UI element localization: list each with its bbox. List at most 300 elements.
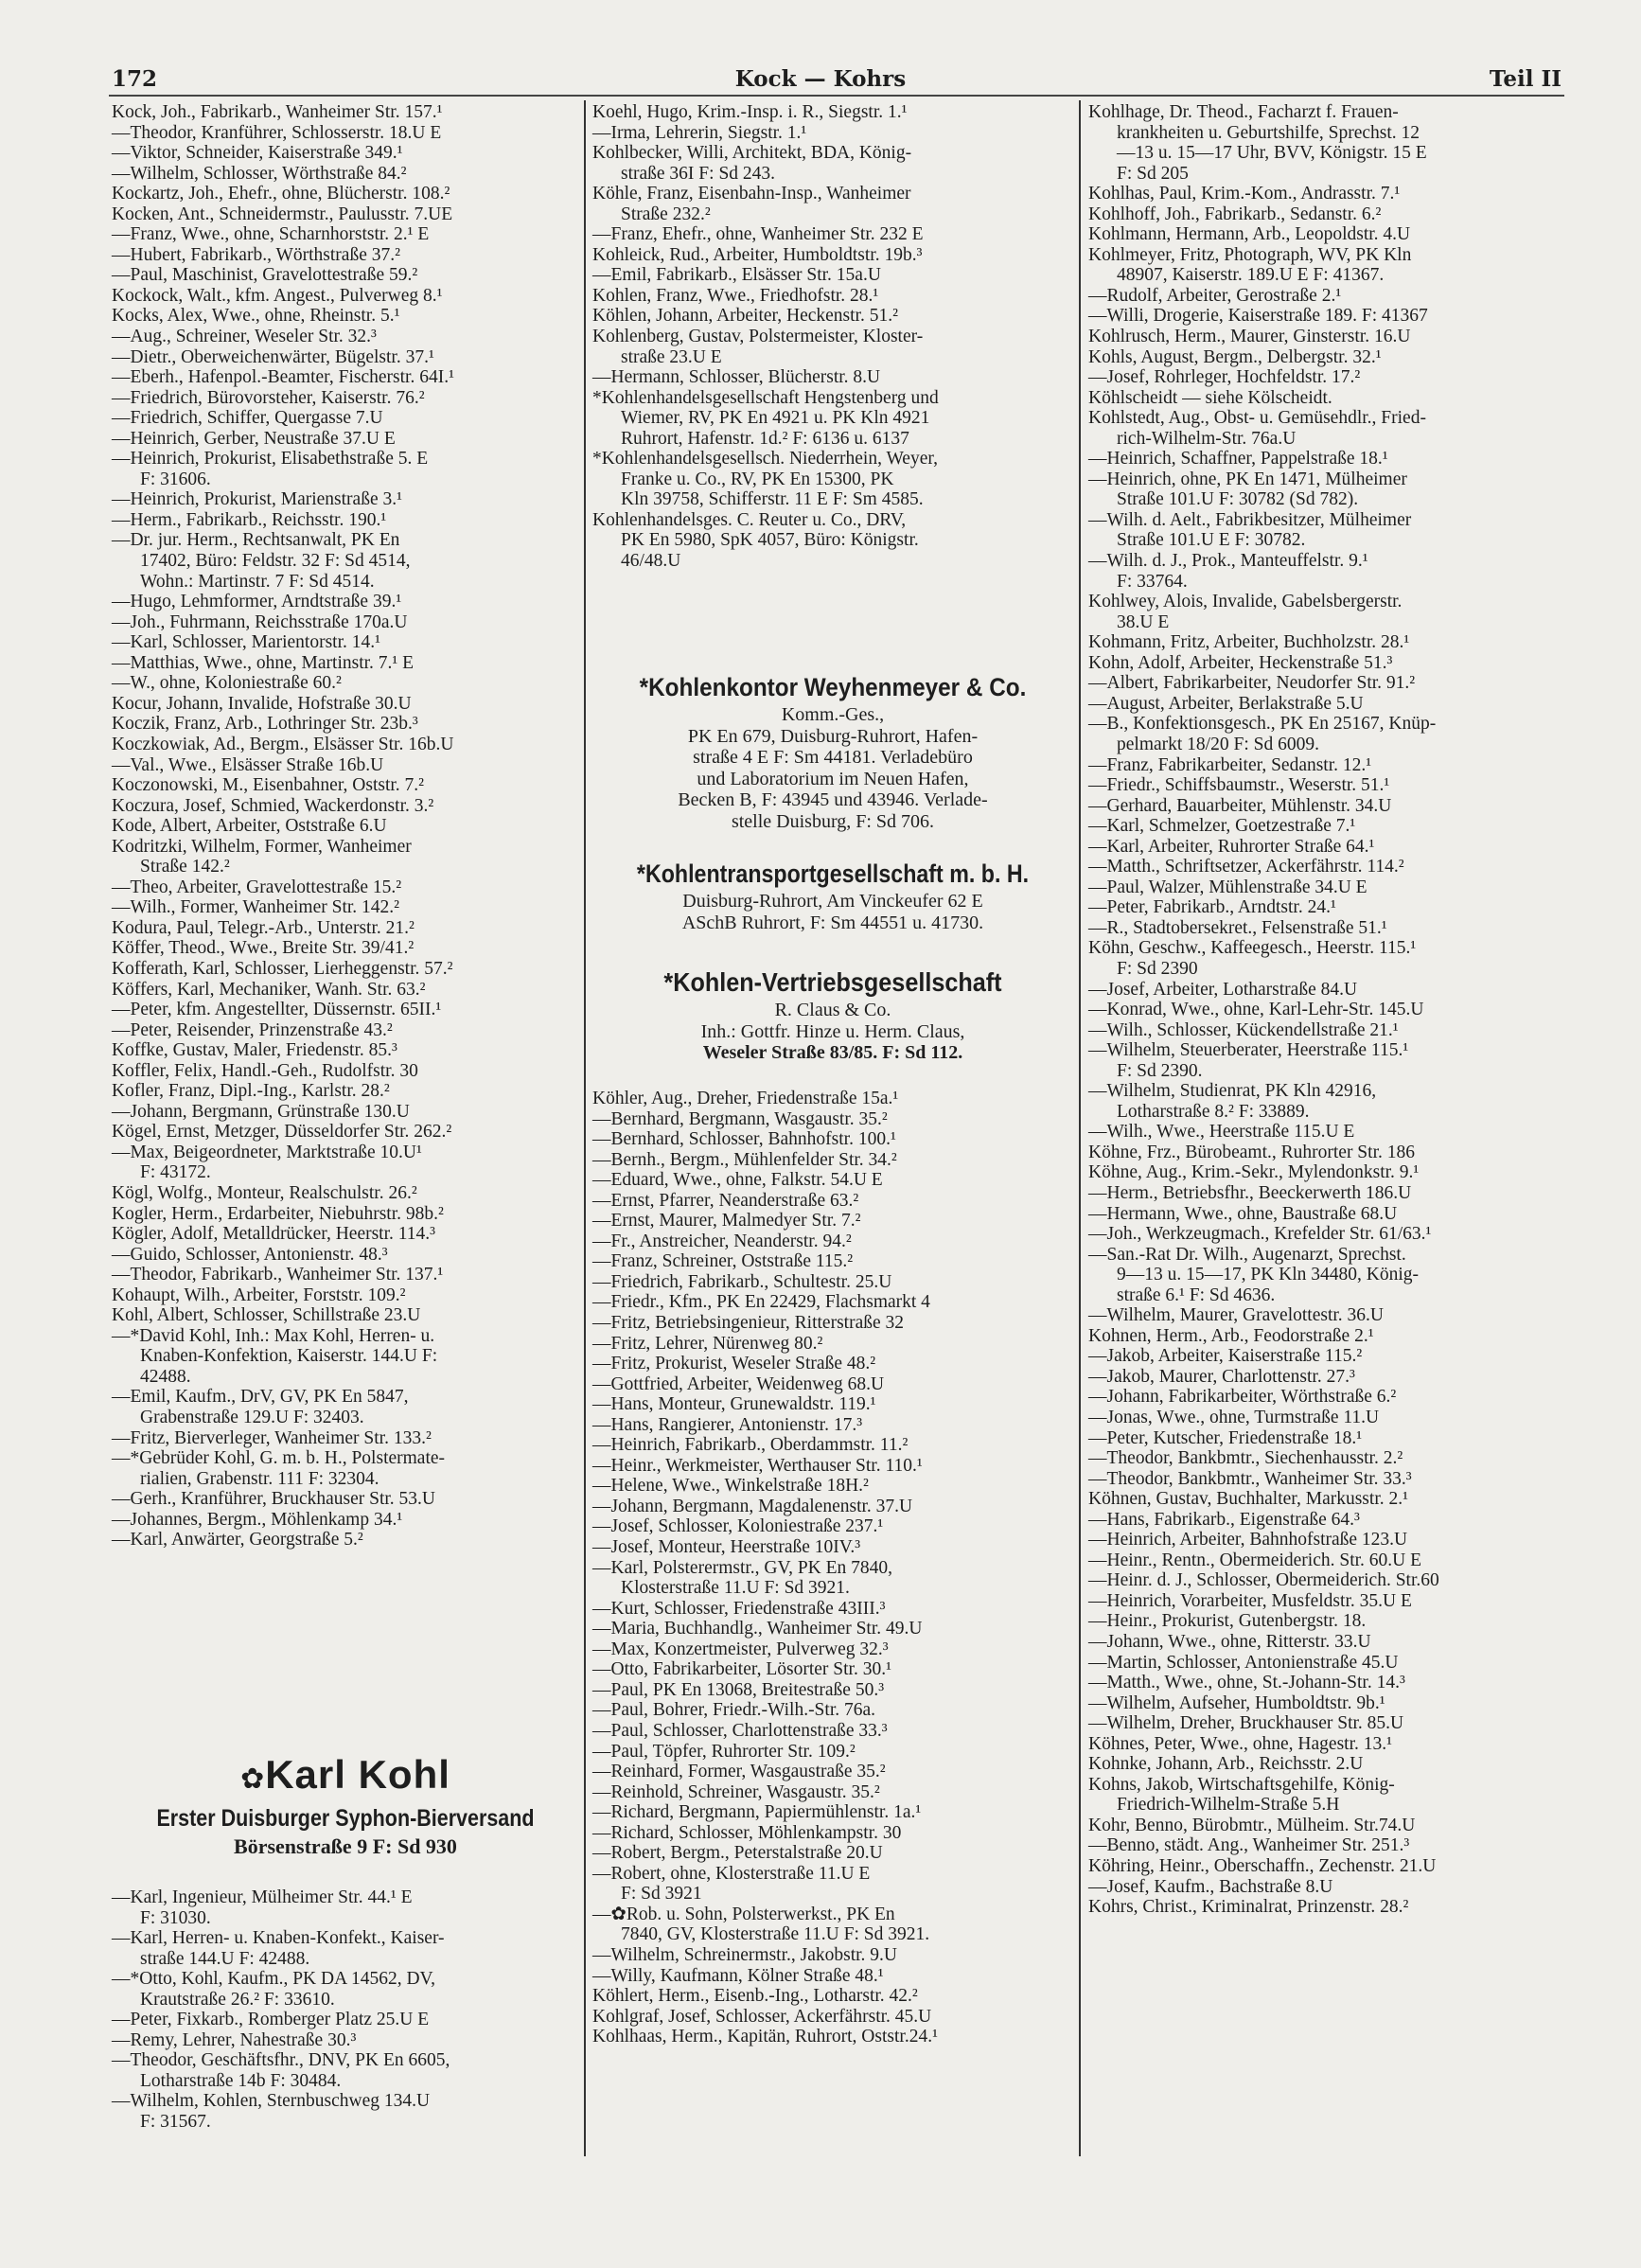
entry-line: —Bernhard, Schlosser, Bahnhofstr. 100.¹: [592, 1129, 896, 1150]
directory-entry: [112, 347, 454, 368]
entry-continuation-line: Lotharstraße 14b F: 30484.: [140, 2070, 342, 2091]
entry-continuation-line: 17402, Büro: Feldstr. 32 F: Sd 4514,: [140, 551, 411, 572]
entry-line: —August, Arbeiter, Berlakstraße 5.U: [1088, 693, 1364, 714]
entry-line: —Wilhelm, Schlosser, Wörthstraße 84.²: [112, 163, 407, 184]
entry-continuation-line: F: Sd 2390.: [1117, 1060, 1203, 1081]
entry-continuation-line: Kln 39758, Schifferstr. 11 E F: Sm 4585.: [621, 489, 924, 510]
entry-line: Kofferath, Karl, Schlosser, Lierheggenstr. 57.²: [112, 958, 453, 979]
entry-line: Kode, Albert, Arbeiter, Oststraße 6.U: [112, 816, 387, 837]
ad-line: PK En 679, Duisburg-Ruhrort, Hafen-: [687, 725, 979, 747]
directory-entry: [1088, 1162, 1439, 1183]
entry-line: —Reinhold, Schreiner, Wasgaustr. 35.²: [592, 1781, 880, 1802]
directory-entry: [112, 632, 454, 653]
directory-entry: [1088, 1245, 1439, 1306]
entry-line: —Johann, Wwe., ohne, Ritterstr. 33.U: [1088, 1632, 1371, 1653]
entry-line: —Wilh., Schlosser, Kückendellstraße 21.¹: [1088, 1019, 1399, 1040]
ad-line: ASchB Ruhrort, F: Sm 44551 u. 41730.: [681, 912, 984, 933]
directory-entry: [1088, 1367, 1439, 1388]
directory-entry: [112, 429, 454, 450]
entry-line: —Guido, Schlosser, Antonienstr. 48.³: [112, 1244, 388, 1265]
directory-entry: [1088, 1469, 1439, 1490]
entry-line: —Gerh., Kranführer, Bruckhauser Str. 53.U: [112, 1489, 436, 1510]
ad-line: Becken B, F: 43945 und 43946. Verlade-: [678, 789, 988, 810]
directory-entry: [1088, 632, 1439, 653]
directory-entry: [112, 897, 454, 918]
entry-line: Kohlhaas, Herm., Kapitän, Ruhrort, Oststr.24.¹: [592, 2027, 938, 2047]
directory-entry: [592, 1374, 938, 1395]
directory-entry: [1088, 510, 1439, 551]
directory-entry: [1088, 1305, 1439, 1326]
entry-line: —Dr. jur. Herm., Rechtsanwalt, PK En: [112, 530, 400, 551]
entry-line: —Johann, Bergmann, Magdalenenstr. 37.U: [592, 1496, 913, 1516]
directory-entry: [592, 1619, 938, 1639]
entry-line: —Val., Wwe., Elsässer Straße 16b.U: [112, 754, 384, 775]
entry-line: —Wilh., Wwe., Heerstraße 115.U E: [1088, 1122, 1355, 1143]
entry-line: —Heinrich, ohne, PK En 1471, Mülheimer: [1088, 469, 1407, 489]
directory-entry: [592, 224, 939, 245]
entry-line: Kohrs, Christ., Kriminalrat, Prinzenstr. 28.²: [1088, 1897, 1409, 1918]
directory-entry: [1088, 1530, 1439, 1550]
entry-line: Köhn, Geschw., Kaffeegesch., Heerstr. 115.¹: [1088, 938, 1417, 959]
entry-line: Köhnes, Peter, Wwe., ohne, Hagestr. 13.¹: [1088, 1733, 1392, 1754]
entry-line: —Matth., Schriftsetzer, Ackerfährstr. 114.²: [1088, 857, 1404, 877]
entry-line: Koczik, Franz, Arb., Lothringer Str. 23b.³: [112, 714, 418, 735]
column-1-entries-a: [112, 102, 454, 1550]
entry-line: —Herm., Fabrikarb., Reichsstr. 190.¹: [112, 509, 387, 530]
entry-continuation-line: Straße 232.²: [621, 204, 711, 224]
entry-line: —Otto, Fabrikarbeiter, Lösorter Str. 30.¹: [592, 1659, 891, 1680]
directory-entry: [112, 164, 454, 185]
entry-line: Koczura, Josef, Schmied, Wackerdonstr. 3.²: [112, 795, 434, 816]
entry-line: —Wilh., Former, Wanheimer Str. 142.²: [112, 897, 400, 918]
entry-line: —San.-Rat Dr. Wilh., Augenarzt, Sprechst.: [1088, 1244, 1406, 1265]
entry-line: —Bernh., Bergm., Mühlenfelder Str. 34.²: [592, 1149, 897, 1170]
ad-line: Weseler Straße 83/85. F: Sd 112.: [702, 1042, 963, 1063]
entry-line: —Heinr., Rentn., Obermeiderich. Str. 60.U E: [1088, 1550, 1422, 1570]
entry-line: Kohlhage, Dr. Theod., Facharzt f. Frauen-: [1088, 102, 1399, 122]
directory-entry: [112, 1887, 450, 1928]
entry-line: —Fritz, Prokurist, Weseler Straße 48.²: [592, 1354, 876, 1374]
entry-continuation-line: krankheiten u. Geburtshilfe, Sprechst. 12: [1117, 122, 1420, 143]
entry-continuation-line: 7840, GV, Klosterstraße 11.U F: Sd 3921.: [621, 1924, 930, 1945]
directory-entry: [1088, 1346, 1439, 1367]
entry-continuation-line: F: 31030.: [140, 1907, 211, 1928]
entry-line: Kocken, Ant., Schneidermstr., Paulusstr. 7.UE: [112, 204, 453, 224]
entry-line: —Karl, Herren- u. Knaben-Konfekt., Kaiser-: [112, 1928, 445, 1949]
ad-address: Börsenstraße 9 F: Sd 930: [234, 1834, 457, 1858]
directory-entry: [112, 306, 454, 327]
directory-entry: [1088, 551, 1439, 592]
entry-line: —Wilhelm, Maurer, Gravelottestr. 36.U: [1088, 1305, 1384, 1326]
entry-line: Kohlgraf, Josef, Schlosser, Ackerfährstr. 45.U: [592, 2006, 932, 2027]
entry-line: —Hans, Rangierer, Antonienstr. 17.³: [592, 1414, 863, 1435]
entry-line: —Josef, Arbeiter, Lotharstraße 84.U: [1088, 979, 1358, 1000]
directory-entry: [1088, 102, 1439, 184]
directory-entry: [112, 1387, 454, 1427]
directory-entry: [592, 1599, 938, 1620]
entry-line: —Martin, Schlosser, Antonienstraße 45.U: [1088, 1652, 1399, 1673]
ad-kohlenkontor: [592, 670, 1073, 832]
column-1-entries-b: [112, 1887, 450, 2133]
entry-line: —Karl, Schmelzer, Goetzestraße 7.¹: [1088, 816, 1356, 837]
directory-entry: [112, 877, 454, 898]
entry-line: —Hermann, Schlosser, Blücherstr. 8.U: [592, 367, 881, 388]
directory-entry: [592, 1435, 938, 1456]
entry-line: —Irma, Lehrerin, Siegstr. 1.¹: [592, 122, 807, 143]
entry-line: Kohlenhandelsges. C. Reuter u. Co., DRV,: [592, 509, 907, 530]
directory-entry: [592, 1680, 938, 1701]
directory-entry: [592, 449, 939, 510]
directory-entry: [1088, 1408, 1439, 1428]
entry-line: —Paul, PK En 13068, Breitestraße 50.³: [592, 1679, 885, 1700]
entry-line: —Reinhard, Former, Wasgaustraße 35.²: [592, 1762, 886, 1782]
entry-continuation-line: straße 36I F: Sd 243.: [621, 163, 776, 184]
directory-entry: [1088, 1510, 1439, 1531]
entry-continuation-line: rialien, Grabenstr. 111 F: 32304.: [140, 1468, 379, 1489]
ad-name: *Kohlen-Vertriebsgesellschaft: [663, 967, 1002, 997]
directory-entry: [1088, 1000, 1439, 1020]
directory-entry: [592, 1497, 938, 1517]
entry-line: —Fritz, Lehrer, Nürenweg 80.²: [592, 1333, 823, 1354]
entry-line: —Heinrich, Prokurist, Marienstraße 3.¹: [112, 489, 402, 510]
entry-line: —Gerhard, Bauarbeiter, Mühlenstr. 34.U: [1088, 795, 1392, 816]
entry-line: —Robert, Bergm., Peterstalstraße 20.U: [592, 1843, 883, 1864]
entry-line: —Helene, Wwe., Winkelstraße 18H.²: [592, 1476, 869, 1497]
directory-entry: [592, 1802, 938, 1823]
ad-tagline: Erster Duisburger Syphon-Bierversand: [156, 1805, 535, 1832]
directory-entry: [112, 1204, 454, 1225]
entry-line: —Theo, Arbeiter, Gravelottestraße 15.²: [112, 877, 402, 897]
directory-entry: [592, 1659, 938, 1680]
entry-line: —Albert, Fabrikarbeiter, Neudorfer Str. 91.²: [1088, 673, 1416, 694]
entry-line: —Heinr., Prokurist, Gutenbergstr. 18.: [1088, 1611, 1367, 1632]
entry-line: Koffke, Gustav, Maler, Friedenstr. 85.³: [112, 1040, 397, 1061]
directory-entry: [112, 224, 454, 245]
entry-line: —Wilhelm, Kohlen, Sternbuschweg 134.U: [112, 2091, 431, 2112]
entry-line: —Johannes, Bergm., Möhlenkamp 34.¹: [112, 1509, 403, 1530]
entry-line: —Heinr., Werkmeister, Werthauser Str. 110.¹: [592, 1455, 923, 1476]
entry-line: —Wilhelm, Dreher, Bruckhauser Str. 85.U: [1088, 1713, 1404, 1734]
directory-entry: [112, 837, 454, 877]
directory-entry: [1088, 1183, 1439, 1204]
entry-line: —Paul, Schlosser, Charlottenstraße 33.³: [592, 1720, 888, 1741]
entry-line: Kögl, Wolfg., Monteur, Realschulstr. 26.²: [112, 1182, 417, 1203]
directory-entry: [1088, 673, 1439, 694]
directory-entry: [112, 1305, 454, 1326]
entry-line: —Emil, Fabrikarb., Elsässer Str. 15a.U: [592, 265, 881, 286]
directory-entry: [1088, 184, 1439, 204]
entry-line: —Wilhelm, Schreinermstr., Jakobstr. 9.U: [592, 1944, 898, 1965]
directory-entry: [1088, 816, 1439, 837]
ad-name: Karl Kohl: [265, 1752, 450, 1797]
directory-entry: [112, 1245, 454, 1266]
directory-entry: [112, 1081, 454, 1102]
directory-entry: [592, 1476, 938, 1497]
directory-entry: [592, 1109, 938, 1130]
entry-continuation-line: rich-Wilhelm-Str. 76a.U: [1117, 428, 1297, 449]
entry-line: —Kurt, Schlosser, Friedenstraße 43III.³: [592, 1598, 886, 1619]
directory-entry: [1088, 1204, 1439, 1225]
entry-continuation-line: F: 33764.: [1117, 571, 1188, 592]
entry-line: —Ernst, Pfarrer, Neanderstraße 63.²: [592, 1190, 859, 1211]
directory-entry: [592, 123, 939, 144]
directory-entry: [1088, 1489, 1439, 1510]
entry-line: —Franz, Schreiner, Oststraße 115.²: [592, 1251, 854, 1272]
directory-entry: [112, 1969, 450, 2010]
entry-line: —Paul, Bohrer, Friedr.-Wilh.-Str. 76a.: [592, 1700, 876, 1721]
entry-continuation-line: 38.U E: [1117, 611, 1170, 632]
entry-line: Kohlmann, Hermann, Arb., Leopoldstr. 4.U: [1088, 224, 1411, 245]
entry-continuation-line: 42488.: [140, 1366, 191, 1387]
directory-entry: [592, 1966, 938, 1987]
entry-line: Köhring, Heinr., Oberschaffn., Zechenstr. 21.U: [1088, 1856, 1437, 1877]
entry-line: —Friedrich, Bürovorsteher, Kaiserstr. 76.²: [112, 387, 425, 408]
directory-entry: [592, 1864, 938, 1905]
directory-entry: [112, 143, 454, 164]
directory-entry: [112, 204, 454, 225]
entry-line: —Hugo, Lehmformer, Arndtstraße 39.¹: [112, 592, 402, 612]
directory-entry: [112, 1530, 454, 1550]
directory-entry: [1088, 1428, 1439, 1449]
entry-line: —Rudolf, Arbeiter, Gerostraße 2.¹: [1088, 285, 1342, 306]
directory-entry: [592, 102, 939, 123]
entry-continuation-line: 48907, Kaiserstr. 189.U E F: 41367.: [1117, 265, 1385, 286]
directory-entry: [1088, 367, 1439, 388]
directory-entry: [1088, 775, 1439, 796]
directory-entry: [112, 1061, 454, 1082]
directory-entry: [112, 1448, 454, 1489]
directory-entry: [1088, 1835, 1439, 1856]
entry-line: —Theodor, Kranführer, Schlosserstr. 18.U E: [112, 122, 442, 143]
ad-line: Duisburg-Ruhrort, Am Vinckeufer 62 E: [682, 891, 983, 912]
directory-entry: [1088, 918, 1439, 939]
directory-entry: [112, 123, 454, 144]
directory-entry: [1088, 306, 1439, 327]
entry-continuation-line: Klosterstraße 11.U F: Sd 3921.: [621, 1578, 850, 1599]
entry-line: —Theodor, Bankbmtr., Siechenhausstr. 2.²: [1088, 1448, 1403, 1469]
page-number: 172: [112, 66, 158, 92]
directory-entry: [592, 1843, 938, 1864]
directory-entry: [112, 918, 454, 939]
directory-entry: [592, 1516, 938, 1537]
directory-entry: [112, 449, 454, 489]
entry-line: —Joh., Werkzeugmach., Krefelder Str. 61/63.¹: [1088, 1224, 1432, 1245]
directory-entry: [112, 1020, 454, 1041]
entry-line: —Johann, Bergmann, Grünstraße 130.U: [112, 1101, 410, 1122]
directory-entry: [592, 306, 939, 327]
directory-entry: [112, 714, 454, 735]
entry-line: —Fritz, Bierverleger, Wanheimer Str. 133.²: [112, 1427, 432, 1448]
entry-line: Kohlstedt, Aug., Obst- u. Gemüsehdlr., Fried-: [1088, 408, 1426, 429]
directory-entry: [112, 286, 454, 307]
entry-line: —Peter, Reisender, Prinzenstraße 43.²: [112, 1019, 393, 1040]
directory-entry: [1088, 470, 1439, 510]
directory-entry: [592, 1945, 938, 1966]
directory-entry: [112, 2010, 450, 2030]
entry-line: Köhler, Aug., Dreher, Friedenstraße 15a.¹: [592, 1089, 899, 1108]
directory-entry: [112, 959, 454, 980]
part-label: Teil II: [1489, 66, 1562, 92]
directory-entry: [1088, 897, 1439, 918]
directory-entry: [592, 2007, 938, 2028]
entry-line: —Paul, Töpfer, Ruhrorter Str. 109.²: [592, 1741, 856, 1762]
entry-line: —Karl, Ingenieur, Mülheimer Str. 44.¹ E: [112, 1887, 413, 1907]
entry-line: —Theodor, Fabrikarb., Wanheimer Str. 137.¹: [112, 1265, 444, 1285]
directory-entry: [1088, 877, 1439, 898]
entry-continuation-line: Friedrich-Wilhelm-Straße 5.H: [1117, 1795, 1340, 1816]
directory-entry: [112, 1265, 454, 1285]
entry-continuation-line: straße 6.¹ F: Sd 4636.: [1117, 1285, 1276, 1305]
entry-line: —Heinrich, Gerber, Neustraße 37.U E: [112, 428, 396, 449]
entry-line: —Joh., Fuhrmann, Reichsstraße 170a.U: [112, 611, 408, 632]
entry-line: —Franz, Ehefr., ohne, Wanheimer Str. 232 E: [592, 224, 924, 245]
directory-entry: [1088, 1081, 1439, 1122]
entry-line: —Heinrich, Schaffner, Pappelstraße 18.¹: [1088, 449, 1388, 470]
entry-line: —Friedrich, Schiffer, Quergasse 7.U: [112, 408, 383, 429]
entry-line: Kock, Joh., Fabrikarb., Wanheimer Str. 157.¹: [112, 102, 443, 122]
entry-line: —Theodor, Bankbmtr., Wanheimer Str. 33.³: [1088, 1468, 1412, 1489]
entry-line: Kohns, Jakob, Wirtschaftsgehilfe, König-: [1088, 1774, 1395, 1795]
entry-continuation-line: straße 23.U E: [621, 346, 722, 367]
entry-line: —Jakob, Arbeiter, Kaiserstraße 115.²: [1088, 1346, 1363, 1367]
entry-line: —Jakob, Maurer, Charlottenstr. 27.³: [1088, 1366, 1355, 1387]
entry-line: Kofler, Franz, Dipl.-Ing., Karlstr. 28.²: [112, 1081, 390, 1102]
directory-entry: [1088, 449, 1439, 470]
directory-entry: [592, 1313, 938, 1334]
entry-continuation-line: F: Sd 2390: [1117, 958, 1198, 979]
entry-line: —Friedr., Kfm., PK En 22429, Flachsmarkt 4: [592, 1292, 930, 1313]
entry-line: Koczkowiak, Ad., Bergm., Elsässer Str. 16b.U: [112, 734, 454, 754]
directory-entry: [1088, 1387, 1439, 1408]
entry-line: —Viktor, Schneider, Kaiserstraße 349.¹: [112, 143, 403, 164]
directory-entry: [112, 980, 454, 1001]
entry-line: —Hans, Monteur, Grunewaldstr. 119.¹: [592, 1394, 876, 1415]
entry-continuation-line: F: Sd 3921: [621, 1884, 702, 1905]
entry-continuation-line: F: 31606.: [140, 469, 211, 489]
entry-line: —*David Kohl, Inh.: Max Kohl, Herren- u.: [112, 1325, 435, 1346]
directory-entry: [112, 1285, 454, 1306]
entry-line: Kohlwey, Alois, Invalide, Gabelsbergerstr.: [1088, 592, 1403, 612]
entry-line: Kohn, Adolf, Arbeiter, Heckenstraße 51.³: [1088, 652, 1393, 673]
entry-line: Kocur, Johann, Invalide, Hofstraße 30.U: [112, 693, 412, 714]
directory-entry: [112, 1102, 454, 1123]
directory-entry: [1088, 1713, 1439, 1734]
entry-line: —Hans, Fabrikarb., Eigenstraße 64.³: [1088, 1509, 1360, 1530]
directory-entry: [592, 1639, 938, 1660]
directory-entry: [112, 694, 454, 715]
entry-line: Kohnke, Johann, Arb., Reichsstr. 2.U: [1088, 1754, 1364, 1775]
entry-continuation-line: Krautstraße 26.² F: 33610.: [140, 1989, 335, 2010]
directory-entry: [592, 245, 939, 266]
entry-line: Köhne, Frz., Bürobeamt., Ruhrorter Str. 186: [1088, 1142, 1415, 1162]
column-3-entries: [1088, 102, 1439, 1918]
directory-entry: [112, 938, 454, 959]
entry-line: —Theodor, Geschäftsfhr., DNV, PK En 6605,: [112, 2050, 450, 2071]
directory-entry: [1088, 1734, 1439, 1755]
entry-line: Kohr, Benno, Bürobmtr., Mülheim. Str.74.U: [1088, 1815, 1416, 1835]
entry-line: —Johann, Fabrikarbeiter, Wörthstraße 6.²: [1088, 1387, 1397, 1408]
entry-line: Koczonowski, M., Eisenbahner, Oststr. 7.²: [112, 775, 425, 796]
entry-line: —Heinrich, Arbeiter, Bahnhofstraße 123.U: [1088, 1530, 1408, 1550]
directory-entry: [592, 1251, 938, 1272]
directory-entry: [112, 796, 454, 817]
directory-entry: [112, 367, 454, 388]
directory-entry: [112, 530, 454, 592]
directory-entry: [112, 245, 454, 266]
entry-line: —Jonas, Wwe., ohne, Turmstraße 11.U: [1088, 1408, 1380, 1427]
directory-entry: [1088, 1591, 1439, 1612]
entry-line: —Wilh. d. J., Prok., Manteuffelstr. 9.¹: [1088, 551, 1368, 572]
entry-line: Köffers, Karl, Mechaniker, Wanh. Str. 63.²: [112, 979, 426, 1000]
entry-continuation-line: F: 31567.: [140, 2112, 211, 2133]
entry-line: Koffler, Felix, Handl.-Geh., Rudolfstr. 30: [112, 1060, 418, 1081]
ad-name: *Kohlentransportgesellschaft m. b. H.: [636, 859, 1030, 888]
entry-line: —Heinrich, Fabrikarb., Oberdammstr. 11.²: [592, 1435, 909, 1456]
entry-line: —Josef, Monteur, Heerstraße 10IV.³: [592, 1537, 861, 1558]
directory-entry: [1088, 1122, 1439, 1143]
directory-entry: [1088, 1897, 1439, 1918]
entry-line: —W., ohne, Koloniestraße 60.²: [112, 673, 342, 694]
entry-line: —Wilhelm, Studienrat, PK Kln 42916,: [1088, 1081, 1377, 1102]
directory-entry: [112, 755, 454, 776]
entry-line: —Aug., Schreiner, Weseler Str. 32.³: [112, 327, 377, 347]
directory-entry: [592, 1700, 938, 1721]
entry-line: Kohlhas, Paul, Krim.-Kom., Andrasstr. 7.¹: [1088, 184, 1401, 204]
entry-line: —Peter, Kutscher, Friedenstraße 18.¹: [1088, 1427, 1363, 1448]
directory-entry: [1088, 1570, 1439, 1591]
directory-entry: [112, 489, 454, 510]
directory-entry: [112, 1510, 454, 1531]
directory-entry: [112, 1183, 454, 1204]
directory-entry: [592, 1558, 938, 1599]
directory-entry: [1088, 694, 1439, 715]
directory-entry: [112, 408, 454, 429]
entry-line: —Dietr., Oberweichenwärter, Bügelstr. 37.¹: [112, 346, 434, 367]
entry-line: —Benno, städt. Ang., Wanheimer Str. 251.³: [1088, 1835, 1410, 1856]
directory-entry: [592, 1782, 938, 1803]
entry-line: Kockock, Walt., kfm. Angest., Pulverweg 8.¹: [112, 285, 443, 306]
entry-continuation-line: 9—13 u. 15—17, PK Kln 34480, König-: [1117, 1265, 1420, 1285]
entry-continuation-line: Straße 101.U F: 30782 (Sd 782).: [1117, 489, 1359, 510]
entry-line: —Friedrich, Fabrikarb., Schultestr. 25.U: [592, 1271, 892, 1292]
entry-line: —Peter, Fabrikarb., Arndtstr. 24.¹: [1088, 897, 1336, 918]
directory-entry: [1088, 224, 1439, 245]
entry-continuation-line: Ruhrort, Hafenstr. 1d.² F: 6136 u. 6137: [621, 428, 909, 449]
directory-entry: [1088, 938, 1439, 979]
directory-entry: [112, 816, 454, 837]
directory-entry: [592, 327, 939, 367]
ad-line: stelle Duisburg, F: Sd 706.: [731, 810, 935, 832]
directory-entry: [1088, 1653, 1439, 1674]
entry-continuation-line: Straße 142.²: [140, 857, 230, 877]
entry-line: —Peter, kfm. Angestellter, Düssernstr. 65II.¹: [112, 1000, 442, 1020]
directory-entry: [1088, 714, 1439, 754]
directory-entry: [1088, 327, 1439, 347]
directory-entry: [592, 1334, 938, 1355]
directory-entry: [592, 1292, 938, 1313]
entry-line: —Karl, Anwärter, Georgstraße 5.²: [112, 1530, 363, 1550]
directory-entry: [1088, 1775, 1439, 1816]
directory-entry: [592, 1211, 938, 1231]
directory-entry: [112, 673, 454, 694]
entry-line: —Bernhard, Bergmann, Wasgaustr. 35.²: [592, 1108, 888, 1129]
entry-line: —Wilh. d. Aelt., Fabrikbesitzer, Mülheimer: [1088, 509, 1412, 530]
directory-entry: [1088, 796, 1439, 817]
entry-line: —Matthias, Wwe., ohne, Martinstr. 7.¹ E: [112, 652, 415, 673]
directory-entry: [112, 184, 454, 204]
directory-entry: [592, 1129, 938, 1150]
directory-entry: [1088, 653, 1439, 674]
